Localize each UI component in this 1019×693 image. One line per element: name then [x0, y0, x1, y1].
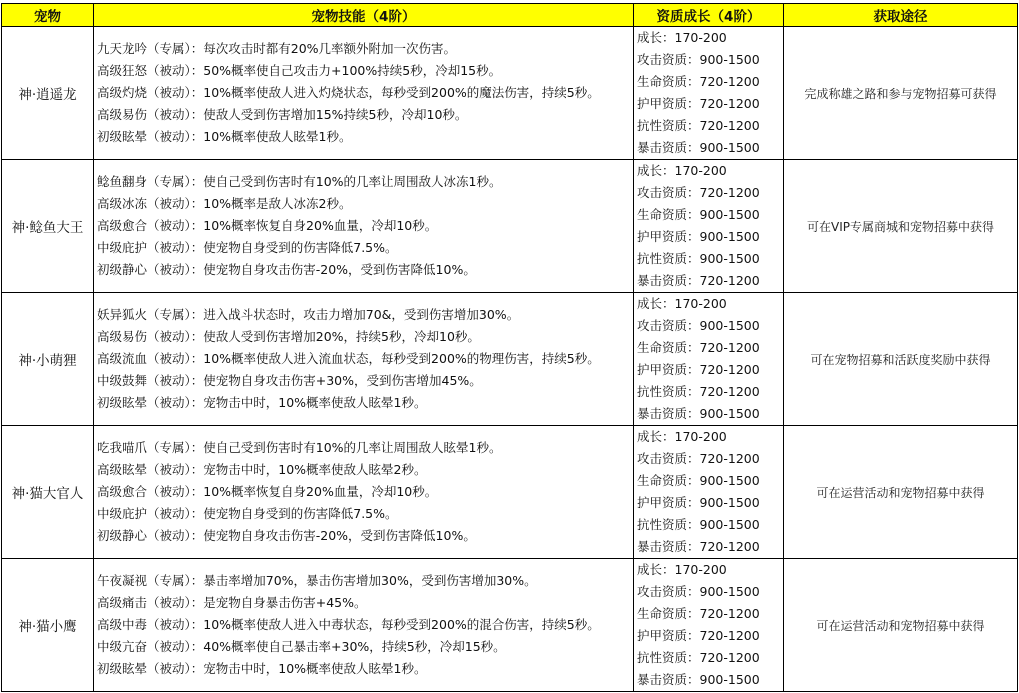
pet-source: 可在宠物招募和活跃度奖励中获得 — [784, 293, 1018, 426]
pet-table — [1, 3, 1018, 692]
pet-name: 神·逍遥龙 — [2, 27, 94, 160]
stat-line: 暴击资质：900-1500 — [637, 672, 760, 687]
skill-line: 初级静心（被动）：使宠物自身攻击伤害-20%，受到伤害降低10%。 — [97, 262, 476, 277]
skill-line: 吃我喵爪（专属）：使自己受到伤害时有10%的几率让周围敌人眩晕1秒。 — [97, 440, 502, 455]
stat-line: 护甲资质：720-1200 — [637, 96, 760, 111]
stat-line: 护甲资质：900-1500 — [637, 495, 760, 510]
pet-skills — [94, 426, 634, 559]
pet-stats — [634, 559, 784, 692]
pet-skills — [94, 293, 634, 426]
pet-source: 可在运营活动和宠物招募中获得 — [784, 559, 1018, 692]
stat-line: 暴击资质：720-1200 — [637, 273, 760, 288]
pet-name: 神·猫小鹰 — [2, 559, 94, 692]
pet-stats — [634, 27, 784, 160]
pet-name: 神·鲶鱼大王 — [2, 160, 94, 293]
stat-line: 成长：170-200 — [637, 163, 727, 178]
stat-line: 抗性资质：720-1200 — [637, 118, 760, 133]
skill-line: 高级狂怒（被动）：50%概率使自己攻击力+100%持续5秒，冷却15秒。 — [97, 63, 502, 78]
pet-source: 可在VIP专属商城和宠物招募中获得 — [784, 160, 1018, 293]
stat-line: 护甲资质：720-1200 — [637, 362, 760, 377]
skill-line: 初级眩晕（被动）：宠物击中时，10%概率使敌人眩晕1秒。 — [97, 661, 427, 676]
stat-line: 成长：170-200 — [637, 30, 727, 45]
skill-line: 高级灼烧（被动）：10%概率使敌人进入灼烧状态，每秒受到200%的魔法伤害，持续5秒。 — [97, 85, 600, 100]
skill-line: 妖异狐火（专属）：进入战斗状态时，攻击力增加70&，受到伤害增加30%。 — [97, 307, 520, 322]
stat-line: 抗性资质：900-1500 — [637, 517, 760, 532]
skill-line: 高级流血（被动）：10%概率使敌人进入流血状态，每秒受到200%的物理伤害，持续5秒。 — [97, 351, 600, 366]
pet-name: 神·猫大官人 — [2, 426, 94, 559]
stat-line: 成长：170-200 — [637, 429, 727, 444]
stat-line: 攻击资质：900-1500 — [637, 318, 760, 333]
skill-line: 初级静心（被动）：使宠物自身攻击伤害-20%，受到伤害降低10%。 — [97, 528, 476, 543]
table-row — [2, 293, 1018, 426]
skill-line: 中级庇护（被动）：使宠物自身受到的伤害降低7.5%。 — [97, 506, 398, 521]
skill-line: 中级鼓舞（被动）：使宠物自身攻击伤害+30%，受到伤害增加45%。 — [97, 373, 482, 388]
skill-line: 高级易伤（被动）：使敌人受到伤害增加15%持续5秒，冷却10秒。 — [97, 107, 468, 122]
header-pet: 宠物 — [2, 4, 94, 27]
pet-name: 神·小萌狸 — [2, 293, 94, 426]
skill-line: 初级眩晕（被动）：宠物击中时，10%概率使敌人眩晕1秒。 — [97, 395, 427, 410]
stat-line: 攻击资质：720-1200 — [637, 451, 760, 466]
skill-line: 高级冰冻（被动）：10%概率是敌人冰冻2秒。 — [97, 196, 352, 211]
skill-line: 高级痛击（被动）：是宠物自身暴击伤害+45%。 — [97, 595, 367, 610]
stat-line: 暴击资质：900-1500 — [637, 406, 760, 421]
skill-line: 中级亢奋（被动）：40%概率使自己暴击率+30%，持续5秒，冷却15秒。 — [97, 639, 506, 654]
header-row — [2, 4, 1018, 27]
skill-line: 高级眩晕（被动）：宠物击中时，10%概率使敌人眩晕2秒。 — [97, 462, 427, 477]
pet-source: 完成称雄之路和参与宠物招募可获得 — [784, 27, 1018, 160]
stat-line: 生命资质：720-1200 — [637, 606, 760, 621]
stat-line: 抗性资质：720-1200 — [637, 650, 760, 665]
pet-stats — [634, 293, 784, 426]
header-stats: 资质成长（4阶） — [634, 4, 784, 27]
skill-line: 九天龙吟（专属）：每次攻击时都有20%几率额外附加一次伤害。 — [97, 41, 457, 56]
skill-line: 初级眩晕（被动）：10%概率使敌人眩晕1秒。 — [97, 129, 352, 144]
table-row — [2, 27, 1018, 160]
skill-line: 中级庇护（被动）：使宠物自身受到的伤害降低7.5%。 — [97, 240, 398, 255]
pet-skills — [94, 27, 634, 160]
stat-line: 成长：170-200 — [637, 562, 727, 577]
stat-line: 暴击资质：720-1200 — [637, 539, 760, 554]
table-row — [2, 160, 1018, 293]
pet-skills — [94, 160, 634, 293]
header-source: 获取途径 — [784, 4, 1018, 27]
stat-line: 攻击资质：720-1200 — [637, 185, 760, 200]
stat-line: 护甲资质：900-1500 — [637, 229, 760, 244]
stat-line: 暴击资质：900-1500 — [637, 140, 760, 155]
header-skills: 宠物技能（4阶） — [94, 4, 634, 27]
pet-stats — [634, 426, 784, 559]
stat-line: 生命资质：720-1200 — [637, 340, 760, 355]
pet-source: 可在运营活动和宠物招募中获得 — [784, 426, 1018, 559]
skill-line: 午夜凝视（专属）：暴击率增加70%，暴击伤害增加30%，受到伤害增加30%。 — [97, 573, 537, 588]
pet-skills — [94, 559, 634, 692]
skill-line: 高级易伤（被动）：使敌人受到伤害增加20%，持续5秒，冷却10秒。 — [97, 329, 480, 344]
stat-line: 攻击资质：900-1500 — [637, 584, 760, 599]
table-row — [2, 559, 1018, 692]
stat-line: 生命资质：900-1500 — [637, 473, 760, 488]
skill-line: 高级愈合（被动）：10%概率恢复自身20%血量，冷却10秒。 — [97, 484, 438, 499]
pet-stats — [634, 160, 784, 293]
skill-line: 鲶鱼翻身（专属）：使自己受到伤害时有10%的几率让周围敌人冰冻1秒。 — [97, 174, 502, 189]
skill-line: 高级愈合（被动）：10%概率恢复自身20%血量，冷却10秒。 — [97, 218, 438, 233]
skill-line: 高级中毒（被动）：10%概率使敌人进入中毒状态，每秒受到200%的混合伤害，持续5秒。 — [97, 617, 600, 632]
stat-line: 生命资质：720-1200 — [637, 74, 760, 89]
stat-line: 抗性资质：900-1500 — [637, 251, 760, 266]
stat-line: 攻击资质：900-1500 — [637, 52, 760, 67]
stat-line: 护甲资质：720-1200 — [637, 628, 760, 643]
stat-line: 成长：170-200 — [637, 296, 727, 311]
stat-line: 生命资质：900-1500 — [637, 207, 760, 222]
table-row — [2, 426, 1018, 559]
stat-line: 抗性资质：720-1200 — [637, 384, 760, 399]
